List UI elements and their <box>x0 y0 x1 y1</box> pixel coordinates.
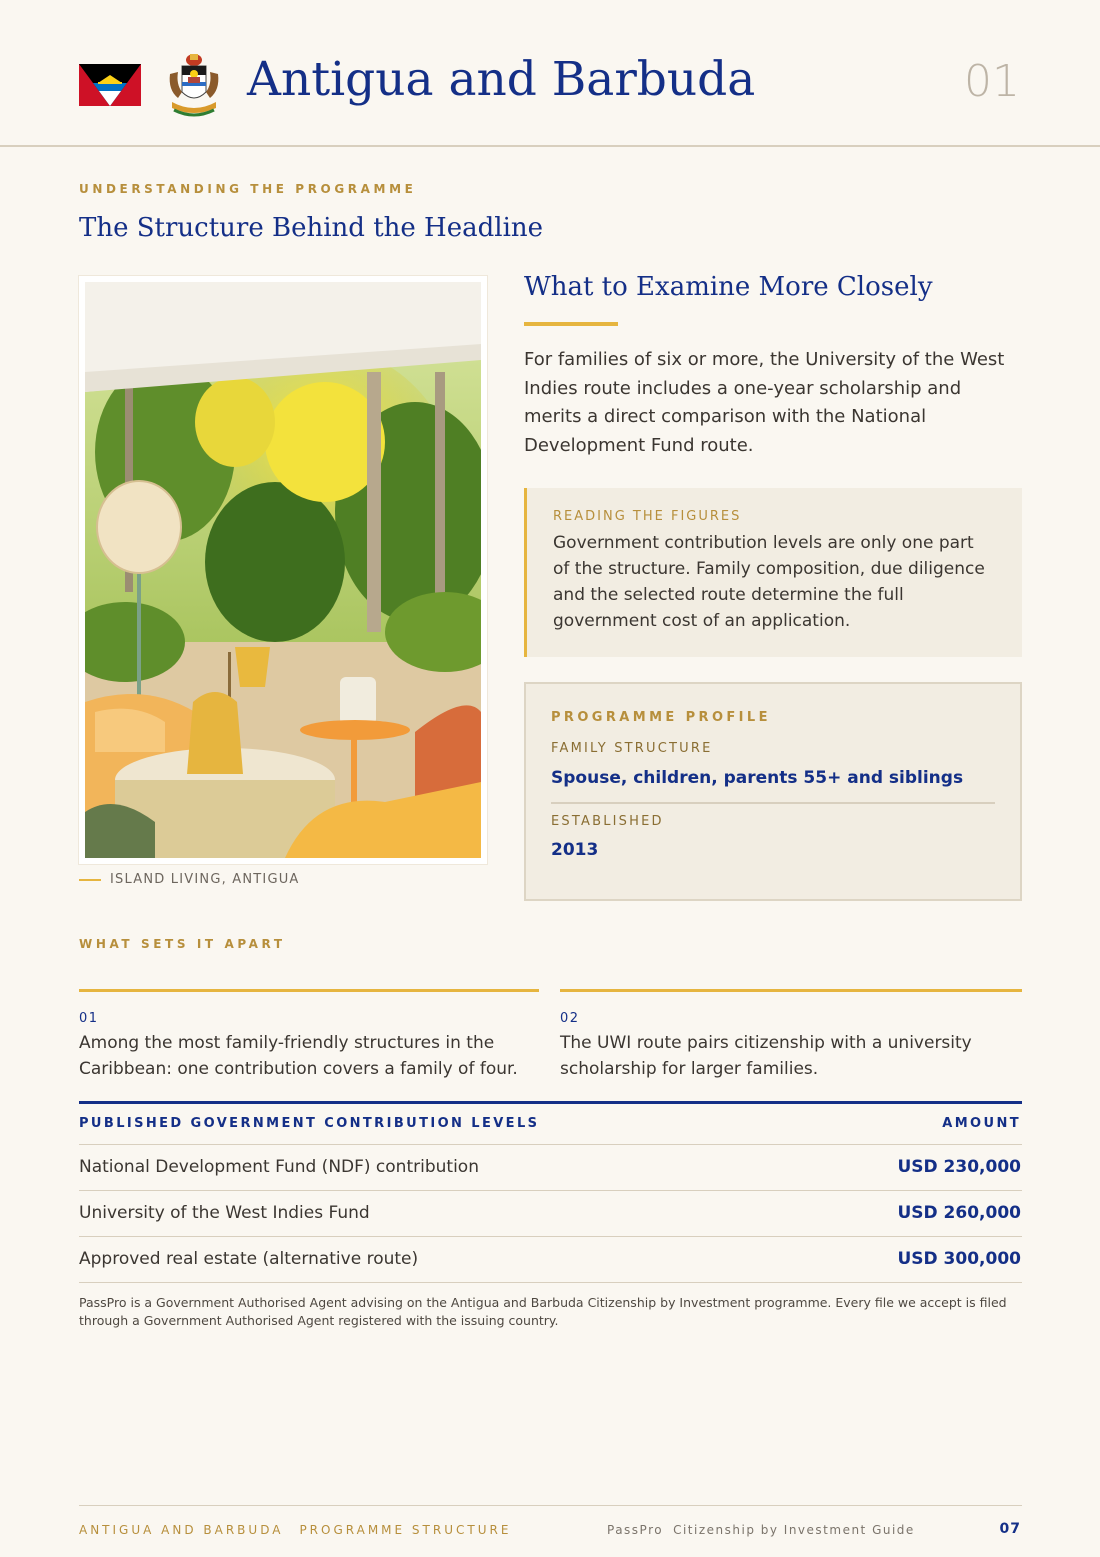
established-label: ESTABLISHED <box>551 814 664 829</box>
row-label: University of the West Indies Fund <box>79 1203 370 1223</box>
apart-rule <box>79 989 539 992</box>
page-header <box>0 0 1100 147</box>
disclaimer: PassPro is a Government Authorised Agent advising on the Antigua and Barbuda Citizenship by Investment programme. Every file we accept is filed through a Government Authorised Agent registered with the issuing country. <box>79 1295 1007 1328</box>
apart-number: 02 <box>560 1011 580 1026</box>
section-title: The Structure Behind the Headline <box>79 213 544 243</box>
row-label: National Development Fund (NDF) contribution <box>79 1157 479 1177</box>
coat-of-arms-icon <box>166 52 222 118</box>
table-row <box>79 1237 1022 1283</box>
apart-rule <box>560 989 1022 992</box>
antigua-flag-icon <box>79 64 141 106</box>
title-underline <box>524 322 618 326</box>
footer-guide-title: Citizenship by Investment Guide <box>673 1523 915 1537</box>
row-amount: USD 260,000 <box>897 1203 1021 1223</box>
table-header-amount: AMOUNT <box>942 1116 1021 1131</box>
callout-text: Government contribution levels are only one part of the structure. Family composition, due diligence and the selected route determine the full government cost of an application. <box>553 533 985 631</box>
photo-caption <box>79 872 300 887</box>
row-label: Approved real estate (alternative route) <box>79 1249 419 1269</box>
footer-section: PROGRAMME STRUCTURE <box>299 1523 512 1537</box>
caption-dash <box>79 879 101 881</box>
footer-divider <box>79 1505 1022 1506</box>
examine-title: What to Examine More Closely <box>524 272 933 302</box>
island-living-photo <box>85 282 481 858</box>
footer-page-number: 07 <box>999 1521 1021 1537</box>
examine-body: For families of six or more, the University of the West Indies route includes a one-year scholarship and merits a direct comparison with the National Development Fund route. <box>524 349 1005 456</box>
table-row <box>79 1191 1022 1237</box>
family-structure-label: FAMILY STRUCTURE <box>551 741 713 756</box>
table-header <box>79 1101 1022 1145</box>
profile-eyebrow: PROGRAMME PROFILE <box>551 710 771 725</box>
apart-eyebrow: WHAT SETS IT APART <box>79 937 286 951</box>
programme-profile-card <box>524 682 1022 901</box>
contribution-table <box>79 1101 1022 1283</box>
caption-text: ISLAND LIVING, ANTIGUA <box>110 872 300 887</box>
callout-label: READING THE FIGURES <box>553 509 742 524</box>
footer-breadcrumb <box>79 1523 511 1537</box>
row-amount: USD 300,000 <box>897 1249 1021 1269</box>
section-number: 01 <box>964 56 1020 107</box>
footer-guide <box>607 1523 915 1537</box>
footer-country: ANTIGUA AND BARBUDA <box>79 1523 284 1537</box>
section-eyebrow: UNDERSTANDING THE PROGRAMME <box>79 182 417 196</box>
apart-text: Among the most family-friendly structures in the Caribbean: one contribution covers a family of four. <box>79 1033 518 1079</box>
established-value: 2013 <box>551 840 599 860</box>
apart-item <box>79 989 539 1089</box>
family-structure-value: Spouse, children, parents 55+ and siblings <box>551 768 964 788</box>
reading-figures-callout <box>524 488 1022 657</box>
apart-item <box>560 989 1022 1089</box>
photo-frame <box>79 276 487 864</box>
country-title: Antigua and Barbuda <box>247 52 756 107</box>
apart-number: 01 <box>79 1011 99 1026</box>
table-row <box>79 1145 1022 1191</box>
row-amount: USD 230,000 <box>897 1157 1021 1177</box>
apart-text: The UWI route pairs citizenship with a university scholarship for larger families. <box>560 1033 972 1079</box>
table-header-label: PUBLISHED GOVERNMENT CONTRIBUTION LEVELS <box>79 1116 540 1131</box>
footer-brand: PassPro <box>607 1523 664 1537</box>
profile-divider <box>551 802 995 804</box>
